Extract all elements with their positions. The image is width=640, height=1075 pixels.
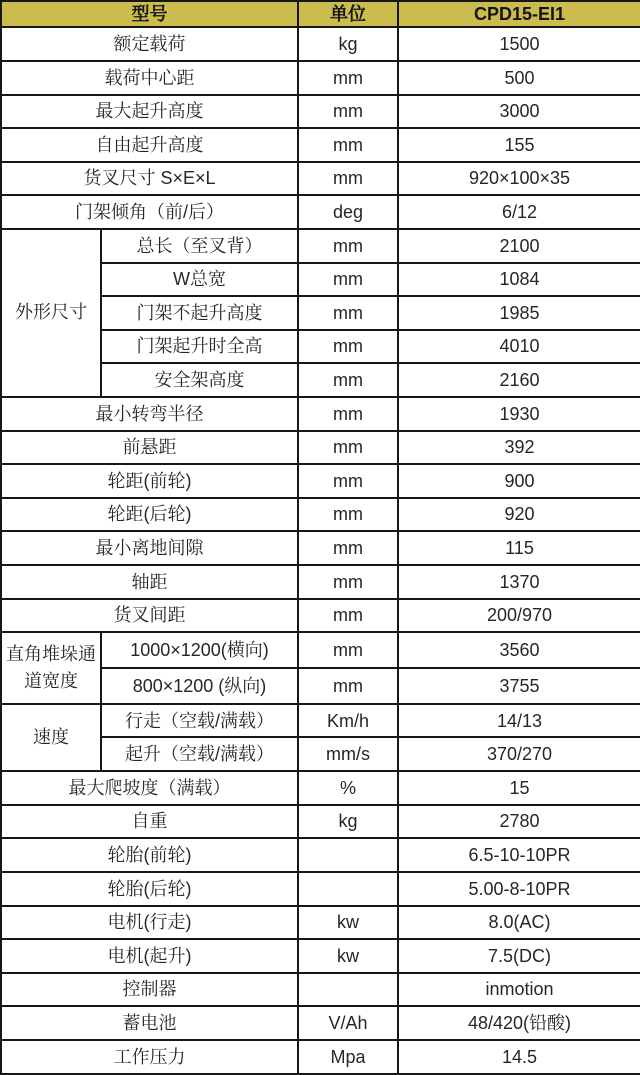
- row-label-cell: 电机(起升): [1, 939, 298, 973]
- spec-row: [1, 906, 640, 940]
- row-value-cell: 920×100×35: [398, 162, 640, 196]
- spec-row: [1, 27, 640, 61]
- spec-table-header: [1, 1, 640, 27]
- row-value-cell: 6/12: [398, 195, 640, 229]
- header-model-value: CPD15-EI1: [398, 1, 640, 27]
- spec-row: [1, 229, 640, 263]
- row-label-cell: 轮距(前轮): [1, 464, 298, 498]
- row-label-cell: 货叉间距: [1, 599, 298, 633]
- row-value-cell: 155: [398, 128, 640, 162]
- row-value-cell: 4010: [398, 330, 640, 364]
- group-label-cell: 直角堆垛通道宽度: [1, 632, 101, 704]
- spec-row: [1, 162, 640, 196]
- row-unit-cell: mm: [298, 599, 398, 633]
- row-value-cell: 15: [398, 771, 640, 805]
- row-label-cell: 最小转弯半径: [1, 397, 298, 431]
- row-unit-cell: Mpa: [298, 1040, 398, 1074]
- spec-row: [1, 95, 640, 129]
- group-label-cell: 速度: [1, 704, 101, 771]
- row-value-cell: 1985: [398, 296, 640, 330]
- row-value-cell: 14.5: [398, 1040, 640, 1074]
- row-unit-cell: mm: [298, 162, 398, 196]
- spec-row: [1, 498, 640, 532]
- row-label-cell: 轮胎(后轮): [1, 872, 298, 906]
- spec-row: [1, 464, 640, 498]
- row-unit-cell: mm: [298, 668, 398, 704]
- row-value-cell: 3000: [398, 95, 640, 129]
- row-value-cell: 3560: [398, 632, 640, 668]
- row-label-cell: 电机(行走): [1, 906, 298, 940]
- row-unit-cell: kw: [298, 939, 398, 973]
- row-unit-cell: mm: [298, 431, 398, 465]
- row-label-cell: 轴距: [1, 565, 298, 599]
- row-unit-cell: mm: [298, 531, 398, 565]
- row-label-cell: 最大起升高度: [1, 95, 298, 129]
- group-label-cell: 外形尺寸: [1, 229, 101, 397]
- spec-row: [1, 939, 640, 973]
- row-value-cell: 920: [398, 498, 640, 532]
- header-model-label: 型号: [1, 1, 298, 27]
- row-unit-cell: mm: [298, 128, 398, 162]
- row-unit-cell: [298, 973, 398, 1007]
- row-label-cell: 货叉尺寸 S×E×L: [1, 162, 298, 196]
- row-value-cell: 14/13: [398, 704, 640, 738]
- row-value-cell: inmotion: [398, 973, 640, 1007]
- row-value-cell: 200/970: [398, 599, 640, 633]
- row-label-cell: 轮胎(前轮): [1, 838, 298, 872]
- row-value-cell: 500: [398, 61, 640, 95]
- spec-row: [1, 771, 640, 805]
- row-label-cell: 行走（空载/满载）: [101, 704, 298, 738]
- row-unit-cell: mm: [298, 464, 398, 498]
- row-value-cell: 8.0(AC): [398, 906, 640, 940]
- spec-row: [1, 599, 640, 633]
- row-unit-cell: mm: [298, 363, 398, 397]
- row-value-cell: 115: [398, 531, 640, 565]
- row-unit-cell: mm: [298, 565, 398, 599]
- row-unit-cell: mm: [298, 330, 398, 364]
- row-value-cell: 1084: [398, 263, 640, 297]
- row-value-cell: 5.00-8-10PR: [398, 872, 640, 906]
- row-label-cell: 控制器: [1, 973, 298, 1007]
- row-label-cell: 门架倾角（前/后）: [1, 195, 298, 229]
- row-label-cell: 前悬距: [1, 431, 298, 465]
- row-value-cell: 900: [398, 464, 640, 498]
- row-unit-cell: deg: [298, 195, 398, 229]
- row-unit-cell: Km/h: [298, 704, 398, 738]
- row-label-cell: 最大爬坡度（满载）: [1, 771, 298, 805]
- spec-row: [1, 565, 640, 599]
- row-label-cell: 起升（空载/满载）: [101, 737, 298, 771]
- row-label-cell: 工作压力: [1, 1040, 298, 1074]
- row-unit-cell: mm: [298, 263, 398, 297]
- row-unit-cell: V/Ah: [298, 1006, 398, 1040]
- row-value-cell: 3755: [398, 668, 640, 704]
- row-value-cell: 1500: [398, 27, 640, 61]
- header-unit-label: 单位: [298, 1, 398, 27]
- row-label-cell: 800×1200 (纵向): [101, 668, 298, 704]
- row-value-cell: 48/420(铅酸): [398, 1006, 640, 1040]
- row-label-cell: W总宽: [101, 263, 298, 297]
- row-unit-cell: mm: [298, 229, 398, 263]
- row-unit-cell: mm: [298, 95, 398, 129]
- spec-row: [1, 1006, 640, 1040]
- row-label-cell: 轮距(后轮): [1, 498, 298, 532]
- row-value-cell: 2160: [398, 363, 640, 397]
- row-unit-cell: mm/s: [298, 737, 398, 771]
- row-label-cell: 安全架高度: [101, 363, 298, 397]
- row-label-cell: 额定载荷: [1, 27, 298, 61]
- row-unit-cell: mm: [298, 61, 398, 95]
- row-value-cell: 1930: [398, 397, 640, 431]
- spec-row: [1, 128, 640, 162]
- spec-row: [1, 195, 640, 229]
- row-label-cell: 自重: [1, 805, 298, 839]
- row-value-cell: 1370: [398, 565, 640, 599]
- row-unit-cell: kg: [298, 27, 398, 61]
- row-unit-cell: [298, 838, 398, 872]
- row-label-cell: 1000×1200(横向): [101, 632, 298, 668]
- row-value-cell: 2100: [398, 229, 640, 263]
- row-unit-cell: [298, 872, 398, 906]
- row-value-cell: 370/270: [398, 737, 640, 771]
- spec-row: [1, 1040, 640, 1074]
- spec-row: [1, 872, 640, 906]
- row-label-cell: 蓄电池: [1, 1006, 298, 1040]
- spec-row: [1, 805, 640, 839]
- row-unit-cell: %: [298, 771, 398, 805]
- spec-row: [1, 704, 640, 738]
- row-label-cell: 总长（至叉背）: [101, 229, 298, 263]
- row-unit-cell: mm: [298, 632, 398, 668]
- spec-row: [1, 397, 640, 431]
- row-unit-cell: mm: [298, 498, 398, 532]
- row-unit-cell: mm: [298, 296, 398, 330]
- row-unit-cell: mm: [298, 397, 398, 431]
- spec-row: [1, 531, 640, 565]
- spec-row: [1, 431, 640, 465]
- row-label-cell: 门架不起升高度: [101, 296, 298, 330]
- row-value-cell: 2780: [398, 805, 640, 839]
- row-label-cell: 门架起升时全高: [101, 330, 298, 364]
- spec-row: [1, 61, 640, 95]
- row-label-cell: 自由起升高度: [1, 128, 298, 162]
- row-label-cell: 最小离地间隙: [1, 531, 298, 565]
- header-row: [1, 1, 640, 27]
- spec-table-body: [1, 27, 640, 1074]
- spec-row: [1, 973, 640, 1007]
- row-value-cell: 6.5-10-10PR: [398, 838, 640, 872]
- spec-row: [1, 838, 640, 872]
- row-value-cell: 7.5(DC): [398, 939, 640, 973]
- row-value-cell: 392: [398, 431, 640, 465]
- row-unit-cell: kg: [298, 805, 398, 839]
- row-unit-cell: kw: [298, 906, 398, 940]
- spec-row: [1, 632, 640, 668]
- row-label-cell: 载荷中心距: [1, 61, 298, 95]
